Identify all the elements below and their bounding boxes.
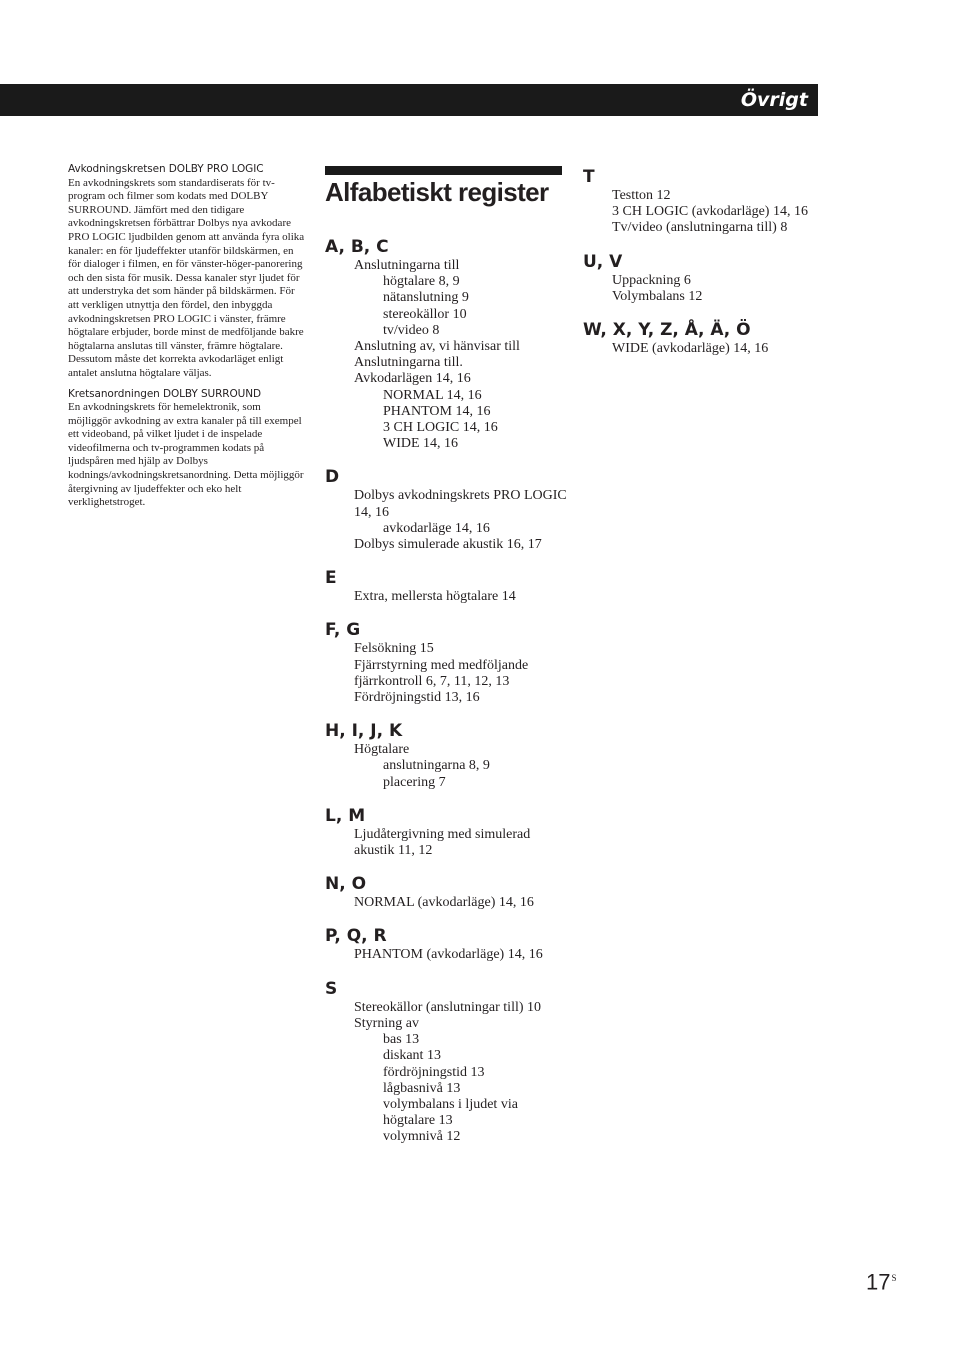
- index-subentry: WIDE 14, 16: [383, 436, 459, 452]
- index-entry-list: [325, 1000, 570, 1146]
- index-section-heading: H, I, J, K: [325, 721, 403, 742]
- page-number-suffix: S: [891, 1273, 897, 1283]
- index-entry: Volymbalans 12: [612, 288, 703, 304]
- index-section-heading: P, Q, R: [325, 926, 387, 947]
- index-column-right: [583, 166, 823, 371]
- index-entry: Styrning av: [354, 1015, 419, 1031]
- index-entry: Fördröjningstid 13, 16: [354, 690, 480, 706]
- index-section-heading: E: [325, 568, 337, 589]
- index-entry-list: [325, 947, 570, 963]
- index-entry: Dolbys simulerade akustik 16, 17: [354, 537, 542, 553]
- index-entry: Extra, mellersta högtalare 14: [354, 589, 516, 605]
- index-section-heading: T: [583, 167, 595, 187]
- index-entry-list: [325, 641, 570, 706]
- index-section-heading: U, V: [583, 251, 623, 272]
- index-subentry: 3 CH LOGIC 14, 16: [383, 420, 498, 436]
- index-entry-list: [325, 488, 570, 553]
- index-section-heading: A, B, C: [325, 237, 389, 257]
- section-title: Övrigt: [740, 89, 808, 111]
- index-entry: Testton 12: [612, 188, 671, 203]
- page-number-value: 17: [866, 1269, 891, 1295]
- glossary-column: [68, 163, 306, 510]
- index-entry: Dolbys avkodningskrets PRO LOGIC 14, 16: [354, 488, 567, 520]
- index-entry: Avkodarlägen 14, 16: [354, 371, 471, 387]
- index-entry: WIDE (avkodarläge) 14, 16: [612, 341, 769, 357]
- glossary-term: Avkodningskretsen DOLBY PRO LOGIC: [68, 163, 264, 175]
- index-subentry: tv/video 8: [383, 322, 440, 338]
- index-subentry: diskant 13: [383, 1048, 441, 1064]
- index-entry-list: [325, 895, 570, 911]
- index-entry-list: [325, 589, 570, 605]
- index-subentry: stereokällor 10: [383, 306, 467, 322]
- index-entry-list: [583, 188, 823, 237]
- index-subentry: volymnivå 12: [383, 1129, 461, 1145]
- index-entry: Ljudåtergivning med simulerad akustik 11, 12: [354, 826, 531, 859]
- index-subentry: nätanslutning 9: [383, 290, 469, 306]
- index-entry: PHANTOM (avkodarläge) 14, 16: [354, 947, 543, 963]
- section-header-bar: [0, 84, 818, 116]
- index-entry-list: [583, 341, 823, 357]
- index-section-heading: N, O: [325, 874, 367, 895]
- index-entry: Felsökning 15: [354, 641, 434, 657]
- index-section-heading: D: [325, 467, 340, 488]
- index-subentry: volymbalans i ljudet via högtalare 13: [383, 1096, 518, 1129]
- title-rule: [325, 166, 562, 175]
- page-title: Alfabetiskt register: [325, 177, 549, 207]
- index-entry-list: [325, 258, 570, 452]
- index-entry: Anslutning av, vi hänvisar till: [354, 339, 520, 355]
- index-subentry: NORMAL 14, 16: [383, 387, 482, 403]
- index-entry: Anslutningarna till.: [354, 355, 463, 371]
- index-subentry: bas 13: [383, 1032, 420, 1048]
- glossary-definition: En avkodningskrets för hemelektronik, som möjliggör avkodning av extra kanaler på till exempel ett videoband, på vilket ljudet i de inspelade videofilmerna och tv-programmen kodats på ljudspåren med hjälp av Dolbys kodnings/avkodningskretsanordning. Detta möjliggör återgivning av ljudeffekter och eko helt verklighetstroget.: [68, 401, 304, 509]
- index-subentry: fördröjningstid 13: [383, 1064, 485, 1080]
- index-entry: 3 CH LOGIC (avkodarläge) 14, 16: [612, 204, 808, 220]
- index-subentry: högtalare 8, 9: [383, 274, 460, 290]
- index-entry: Stereokällor (anslutningar till) 10: [354, 999, 542, 1015]
- index-entry: Uppackning 6: [612, 272, 691, 288]
- index-entry: Anslutningarna till: [354, 258, 460, 273]
- index-entry: Högtalare: [354, 742, 410, 758]
- index-subentry: lågbasnivå 13: [383, 1080, 461, 1096]
- index-column-middle: [325, 236, 570, 1160]
- index-subentry: anslutningarna 8, 9: [383, 758, 490, 774]
- index-entry: NORMAL (avkodarläge) 14, 16: [354, 895, 534, 911]
- index-entry: Fjärrstyrning med medföljande fjärrkontroll 6, 7, 11, 12, 13: [354, 657, 529, 689]
- index-section-heading: S: [325, 978, 338, 999]
- glossary-term: Kretsanordningen DOLBY SURROUND: [68, 387, 261, 400]
- index-entry-list: [583, 273, 823, 305]
- page-number: [866, 1264, 897, 1296]
- index-subentry: placering 7: [383, 774, 446, 790]
- index-subentry: avkodarläge 14, 16: [383, 520, 490, 536]
- glossary-definition: En avkodningskrets som standardiserats för tv-program och filmer som kodats med DOLBY SURROUND. Jämfört med den tidigare avkodningskretsen förbättrar Dolbys nya avkodare PRO LOGIC ljudbilden genom att använda fyra olika kanaler: en för ljudeffekter utanför bildskärmen, en för dialoger i filmen, en för vänster-höger-panorering och den sista för musik. Dessa kanaler styr ljudet för att understryka det som händer på bildskärmen. För att verkligen utnyttja den fördel, den inbyggda avkodningskretsen PRO LOGIC i vänster, främre högtalare erbjuder, borde minst de medföljande bakre högtalarna anslutas till vänster, främre högtalare. Dessutom måste det korrekta avkodarläget enligt antalet anslutna högtalare väljas.: [68, 176, 305, 379]
- index-section-heading: F, G: [325, 620, 361, 641]
- index-section-heading: W, X, Y, Z, Å, Ä, Ö: [583, 320, 751, 341]
- index-subentry: PHANTOM 14, 16: [383, 403, 491, 419]
- index-section-heading: L, M: [325, 805, 366, 826]
- index-entry-list: [325, 742, 570, 791]
- index-entry-list: [325, 827, 570, 859]
- index-entry: Tv/video (anslutningarna till) 8: [612, 220, 788, 236]
